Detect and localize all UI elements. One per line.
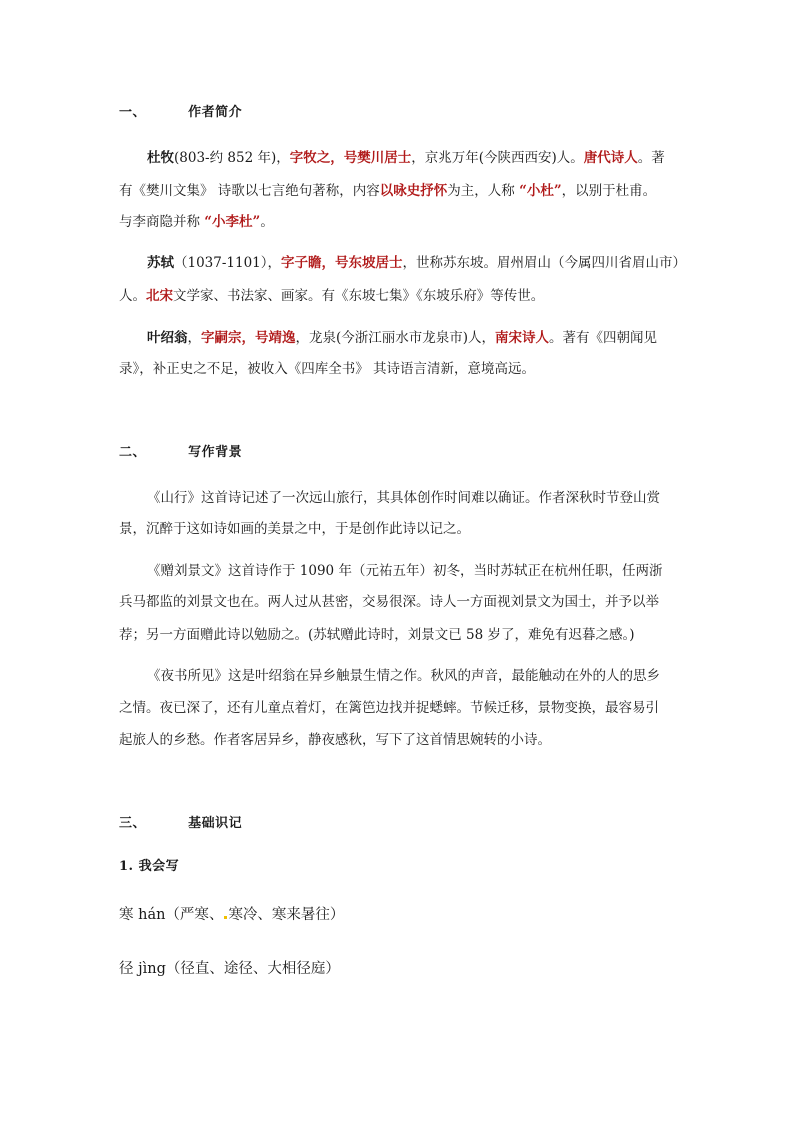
author-name: 叶绍翁 <box>147 330 188 346</box>
author-ye-line-2 <box>119 357 535 377</box>
word-line-2: 径 jìng（径直、途径、大相径庭） <box>119 961 340 977</box>
text-span: ，龙泉(今浙江丽水市龙泉市)人， <box>295 330 496 346</box>
highlight-text: 南宋诗人 <box>495 330 550 346</box>
text-span: 文学家、书法家、画家。有《东坡七集》《东坡乐府》等传世。 <box>173 288 545 304</box>
background-p3-line-1: 《夜书所见》这是叶绍翁在异乡触景生情之作。秋风的声音，最能触动在外的人的思乡 <box>147 668 660 684</box>
background-p1-line-1: 《山行》这首诗记述了一次远山旅行，其具体创作时间难以确证。作者深秋时节登山赏 <box>147 490 660 506</box>
text-span: ，世称苏东坡。眉州眉山（今属四川省眉山市） <box>402 255 687 271</box>
author-ye-line-1 <box>147 326 657 346</box>
section-title: 写作背景 <box>188 445 243 460</box>
text-span: ， <box>187 330 201 346</box>
background-p2-line-2: 兵马都监的刘景文也在。两人过从甚密，交易很深。诗人一方面视刘景文为国士，并予以举 <box>119 594 659 610</box>
background-p2-line-1: 《赠刘景文》这首诗作于 1090 年（元祐五年）初冬，当时苏轼正在杭州任职，任两浙 <box>147 563 663 579</box>
author-dumu-line-3 <box>119 210 274 230</box>
text-span: 寒冷、寒来暑往） <box>228 907 345 923</box>
text-span: 与李商隐并称 <box>119 214 205 230</box>
section-heading-1 <box>119 101 242 120</box>
section-number: 三、 <box>119 816 147 831</box>
author-sushi-line-2 <box>119 284 544 304</box>
text-span: 。 <box>260 214 274 230</box>
highlight-text: 北宋 <box>146 288 173 304</box>
marker-dot <box>224 916 227 919</box>
subheading-i-can-write: 1. 我会写 <box>119 859 180 874</box>
word-line-1 <box>119 903 344 924</box>
text-span: 人。 <box>119 288 146 304</box>
section-heading-2 <box>119 441 242 460</box>
text-span: 。著有《四朝闻见 <box>549 330 658 346</box>
author-dumu-line-1 <box>147 146 665 166</box>
text-span: 。著 <box>637 150 665 166</box>
author-sushi-line-1 <box>147 251 686 271</box>
text-span: (803-约 852 年)， <box>174 150 290 166</box>
author-name: 杜牧 <box>147 150 174 166</box>
background-p3-line-2: 之情。夜已深了，还有儿童点着灯，在篱笆边找并捉蟋蟀。节候迁移，景物变换，最容易引 <box>119 700 659 716</box>
highlight-text: 字牧之，号樊川居士 <box>289 150 412 166</box>
text-span: 、 <box>208 907 224 923</box>
highlight-text: 唐代诗人 <box>583 150 638 166</box>
author-dumu-line-2 <box>119 179 656 199</box>
text-span: 为主，人称 <box>447 183 520 199</box>
text-span: 录》，补正史之不足，被收入《四库全书》 其诗语言清新，意境高远。 <box>119 361 536 377</box>
highlight-text: 以咏史抒怀 <box>379 183 448 199</box>
section-number: 一、 <box>119 105 147 120</box>
author-name: 苏轼 <box>147 255 174 271</box>
background-p1-line-2: 景，沉醉于这如诗如画的美景之中，于是创作此诗以记之。 <box>119 521 470 537</box>
text-span: 有《樊川文集》 诗歌以七言绝句著称，内容 <box>119 183 380 199</box>
section-title: 作者简介 <box>188 105 243 120</box>
section-heading-3 <box>119 812 242 831</box>
text-span: ，京兆万年(今陕西西安)人。 <box>411 150 584 166</box>
background-p3-line-3: 起旅人的乡愁。作者客居异乡，静夜感秋，写下了这首情思婉转的小诗。 <box>119 732 551 748</box>
text-span: 寒 hán（严寒 <box>119 907 209 923</box>
highlight-text: “小杜” <box>519 183 562 199</box>
highlight-text: 字子瞻，号东坡居士 <box>281 255 403 271</box>
section-title: 基础识记 <box>188 816 243 831</box>
background-p2-line-3: 荐；另一方面赠此诗以勉励之。(苏轼赠此诗时，刘景文已 58 岁了，难免有迟暮之感。) <box>119 627 635 643</box>
highlight-text: 字嗣宗，号靖逸 <box>201 330 296 346</box>
text-span: ，以别于杜甫。 <box>561 183 657 199</box>
section-number: 二、 <box>119 445 147 460</box>
text-span: （1037-1101）， <box>174 255 282 271</box>
highlight-text: “小李杜” <box>204 214 261 230</box>
